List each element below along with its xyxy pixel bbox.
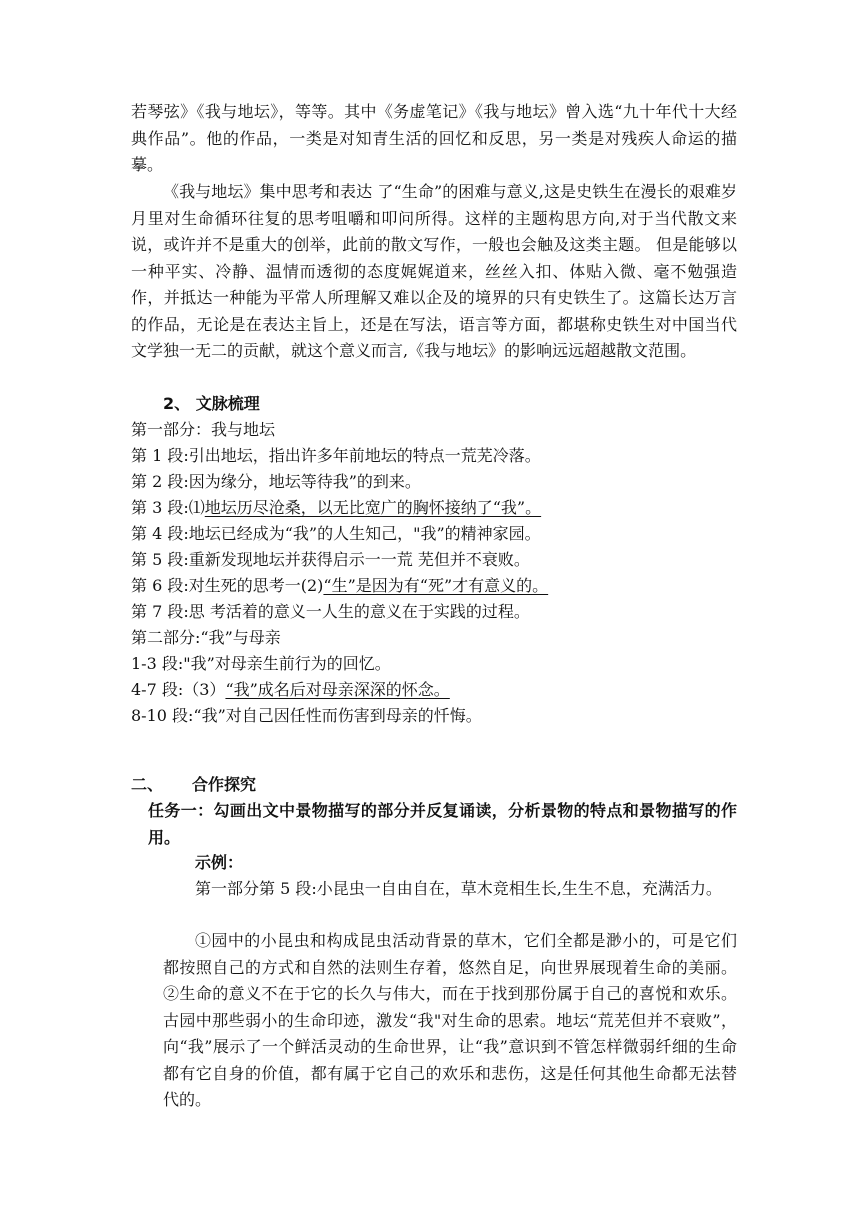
outline-item-3-underlined: 地坛历尽沧桑，以无比宽广的胸怀接纳了“我”。 xyxy=(204,498,542,517)
outline-part2-item-3: 8-10 段:“我”对自己因任性而伤害到母亲的忏悔。 xyxy=(131,706,482,725)
outline-item-6-underlined: “生”是因为有“死”才有意义的。 xyxy=(323,576,549,595)
outline-item-6 xyxy=(131,573,548,599)
outline-item-6-prefix: 第 6 段:对生死的思考一(2) xyxy=(131,576,324,595)
outline-part2-item-2 xyxy=(131,677,450,703)
section2-number: 二、 xyxy=(131,775,164,794)
example-paragraph-2: ①园中的小昆虫和构成昆虫活动背景的草木，它们全都是渺小的，可是它们都按照自己的方式和自然的法则生存着，悠然自足，向世界展现着生命的美丽。②生命的意义不在于它的长久与伟大，而在于找到那份属于自己的喜悦和欢乐。古园中那些弱小的生命印迹，激发“我"对生命的思索。地坛“荒芜但并不衰败”，向“我”展示了一个鲜活灵动的生命世界，让“我”意识到不管怎样微弱纤细的生命都有它自身的价值，都有属于它自己的欢乐和悲伤，这是任何其他生命都无法替代的。 xyxy=(163,931,737,1109)
outline-part2-item-1: 1-3 段:"我”对母亲生前行为的回忆。 xyxy=(131,654,391,673)
outline-item-3-prefix: 第 3 段:⑴ xyxy=(131,498,205,517)
outline-item-1: 第 1 段:引出地坛，指出许多年前地坛的特点一荒芜冷落。 xyxy=(131,446,541,465)
outline-item-4: 第 4 段:地坛已经成为“我”的人生知己，"我”的精神家园。 xyxy=(131,524,541,543)
section2-title: 合作探究 xyxy=(192,775,257,794)
intro-paragraph-1: 若琴弦》《我与地坛》，等等。其中《务虚笔记》《我与地坛》曾入选“九十年代十大经典作品”。他的作品，一类是对知青生活的回忆和反思，另一类是对残疾人命运的描摹。 xyxy=(131,102,737,174)
outline-part2-item-2-underlined: “我”成名后对母亲深深的怀念。 xyxy=(225,680,450,699)
outline-item-2: 第 2 段:因为缘分，地坛等待我”的到来。 xyxy=(131,472,421,491)
outline-item-7: 第 7 段:思 考活着的意义一人生的意义在于实践的过程。 xyxy=(131,602,530,621)
outline-item-5: 第 5 段:重新发现地坛并获得启示一一荒 芜但并不衰败。 xyxy=(131,550,530,569)
outline-part2-item-2-prefix: 4-7 段:（3） xyxy=(131,680,226,699)
task1-prompt: 任务一：勾画出文中景物描写的部分并反复诵读，分析景物的特点和景物描写的作用。 xyxy=(148,801,737,847)
outline-part1-title: 第一部分：我与地坛 xyxy=(131,420,276,439)
outline-item-3 xyxy=(131,495,541,521)
outline-part2-title: 第二部分:“我”与母亲 xyxy=(131,628,281,647)
intro-paragraph-2: 《我与地坛》集中思考和表达 了“生命”的困难与意义,这是史铁生在漫长的艰难岁月里对生命循环往复的思考咀嚼和叩问所得。这样的主题构思方向,对于当代散文来说，或许并不是重大的创举，此前的散文写作，一般也会触及这类主题。 但是能够以一种平实、冷静、温情而透彻的态度娓娓道来，丝丝入扣、体贴入微、毫不勉强造作，并抵达一种能为平常人所理解又难以企及的境界的只有史铁生了。这篇长达万言的作品，无论是在表达主旨上，还是在写法，语言等方面，都堪称史铁生对中国当代文学独一无二的贡献，就这个意义而言,《我与地坛》的影响远远超越散文范围。 xyxy=(131,182,737,360)
outline-heading: 2、 文脉梳理 xyxy=(163,394,260,413)
example-paragraph-1: 第一部分第 5 段:小昆虫一自由自在，草木竞相生长,生生不息，充满活力。 xyxy=(195,879,722,898)
example-label: 示例： xyxy=(195,853,244,872)
